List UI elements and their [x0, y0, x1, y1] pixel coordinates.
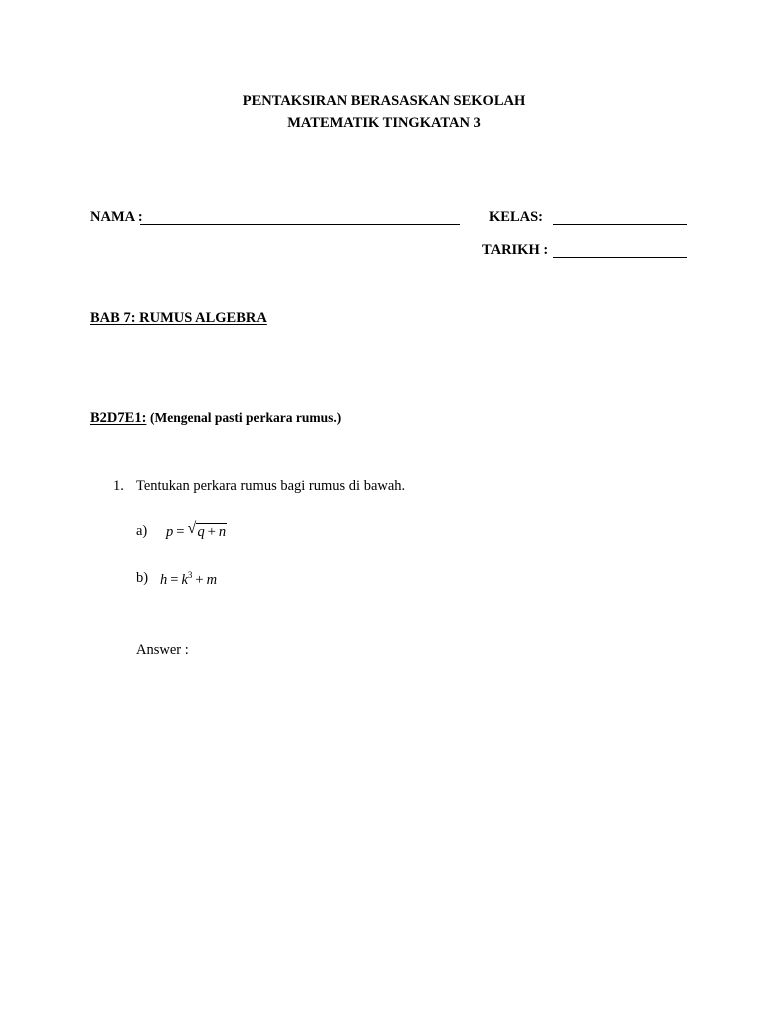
formula-b-plus: + [195, 571, 204, 588]
nama-label: NAMA : [90, 209, 143, 225]
formula-a-radicand-n: n [218, 524, 227, 540]
kelas-field[interactable] [553, 224, 687, 225]
document-title: PENTAKSIRAN BERASASKAN SEKOLAH [242, 93, 526, 109]
tarikh-label: TARIKH : [482, 242, 549, 258]
formula-b-base: k [181, 571, 188, 588]
nama-field[interactable] [140, 224, 460, 225]
question-text: Tentukan perkara rumus bagi rumus di bawah. [136, 478, 406, 494]
square-root-icon: √ q + n [187, 520, 227, 540]
formula-b-rhs: m [206, 571, 218, 588]
item-a-label: a) [136, 523, 148, 539]
learning-standard [90, 410, 341, 427]
question-number: 1. [113, 478, 124, 494]
formula-b-exponent: 3 [187, 570, 193, 580]
standard-description: (Mengenal pasti perkara rumus.) [150, 410, 342, 425]
kelas-label: KELAS: [489, 209, 543, 225]
formula-a-equals: = [176, 524, 185, 540]
formula-b-equals: = [170, 571, 179, 588]
formula-a-radicand-q: q [197, 524, 205, 540]
answer-label: Answer : [136, 642, 189, 658]
item-b-formula [160, 570, 217, 589]
item-a-formula [166, 520, 227, 541]
formula-b-lhs: h [160, 571, 168, 588]
item-b-label: b) [136, 570, 149, 586]
tarikh-field[interactable] [553, 257, 687, 258]
standard-code: B2D7E1: [90, 410, 147, 426]
formula-a-plus: + [207, 524, 216, 540]
chapter-heading: BAB 7: RUMUS ALGEBRA [90, 310, 267, 326]
formula-a-lhs: p [166, 524, 174, 540]
document-subtitle: MATEMATIK TINGKATAN 3 [287, 115, 481, 131]
